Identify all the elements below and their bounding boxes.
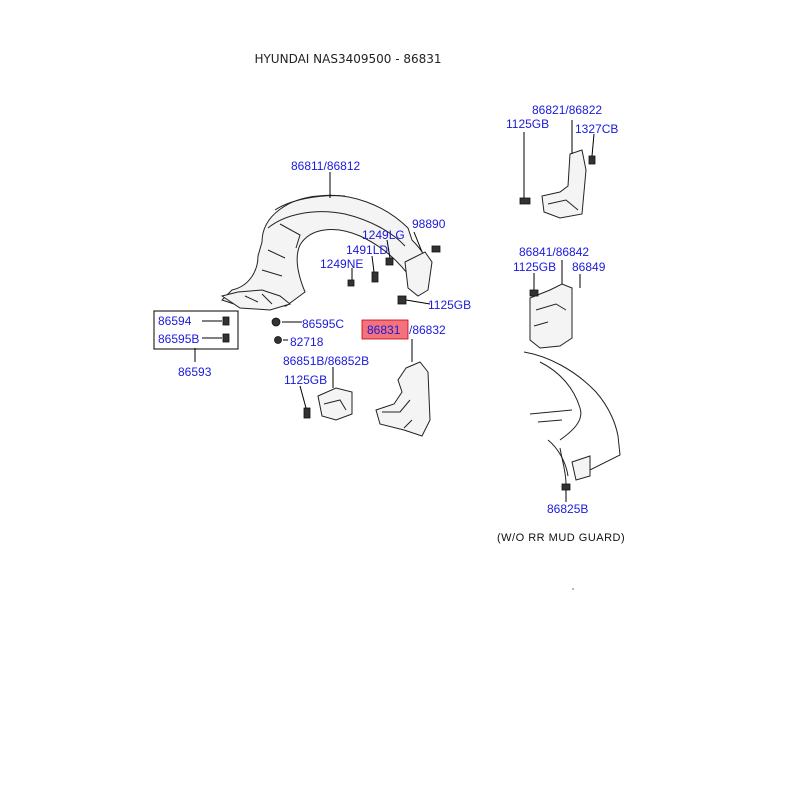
mud-guard-drawing bbox=[376, 362, 430, 436]
rear-body-drawing bbox=[524, 352, 620, 490]
label-1327CB[interactable]: 1327CB bbox=[575, 122, 619, 136]
label-98890[interactable]: 98890 bbox=[412, 217, 446, 231]
label-86821[interactable]: 86821/86822 bbox=[532, 103, 603, 117]
label-82718[interactable]: 82718 bbox=[290, 335, 324, 349]
label-86831[interactable]: 86831 bbox=[367, 323, 401, 337]
rear-mud-guard-drawing bbox=[530, 284, 572, 348]
label-1125GB-c[interactable]: 1125GB bbox=[506, 117, 550, 131]
label-86595B[interactable]: 86595B bbox=[158, 332, 200, 346]
label-86594[interactable]: 86594 bbox=[158, 314, 192, 328]
page-title: HYUNDAI NAS3409500 - 86831 bbox=[254, 52, 442, 66]
label-86825B[interactable]: 86825B bbox=[547, 502, 589, 516]
label-86849[interactable]: 86849 bbox=[572, 260, 606, 274]
label-86841[interactable]: 86841/86842 bbox=[519, 245, 590, 259]
label-1125GB-d[interactable]: 1125GB bbox=[513, 260, 557, 274]
rear-bracket-upper-drawing bbox=[520, 150, 595, 218]
label-86851B[interactable]: 86851B/86852B bbox=[283, 354, 370, 368]
bracket-drawing bbox=[304, 388, 352, 420]
stray-dot bbox=[572, 588, 574, 590]
label-1249LG[interactable]: 1249LG bbox=[362, 228, 405, 242]
label-1125GB-a[interactable]: 1125GB bbox=[428, 298, 472, 312]
label-1491LD[interactable]: 1491LD bbox=[346, 243, 389, 257]
label-1249NE[interactable]: 1249NE bbox=[320, 257, 364, 271]
label-86811[interactable]: 86811/86812 bbox=[291, 159, 361, 173]
wheel-guard-drawing bbox=[222, 195, 432, 310]
label-86595C[interactable]: 86595C bbox=[302, 317, 345, 331]
label-1125GB-b[interactable]: 1125GB bbox=[284, 373, 328, 387]
label-86593[interactable]: 86593 bbox=[178, 365, 212, 379]
note-without-rear-mud-guard: (W/O RR MUD GUARD) bbox=[497, 532, 626, 544]
label-86832[interactable]: /86832 bbox=[409, 323, 446, 337]
